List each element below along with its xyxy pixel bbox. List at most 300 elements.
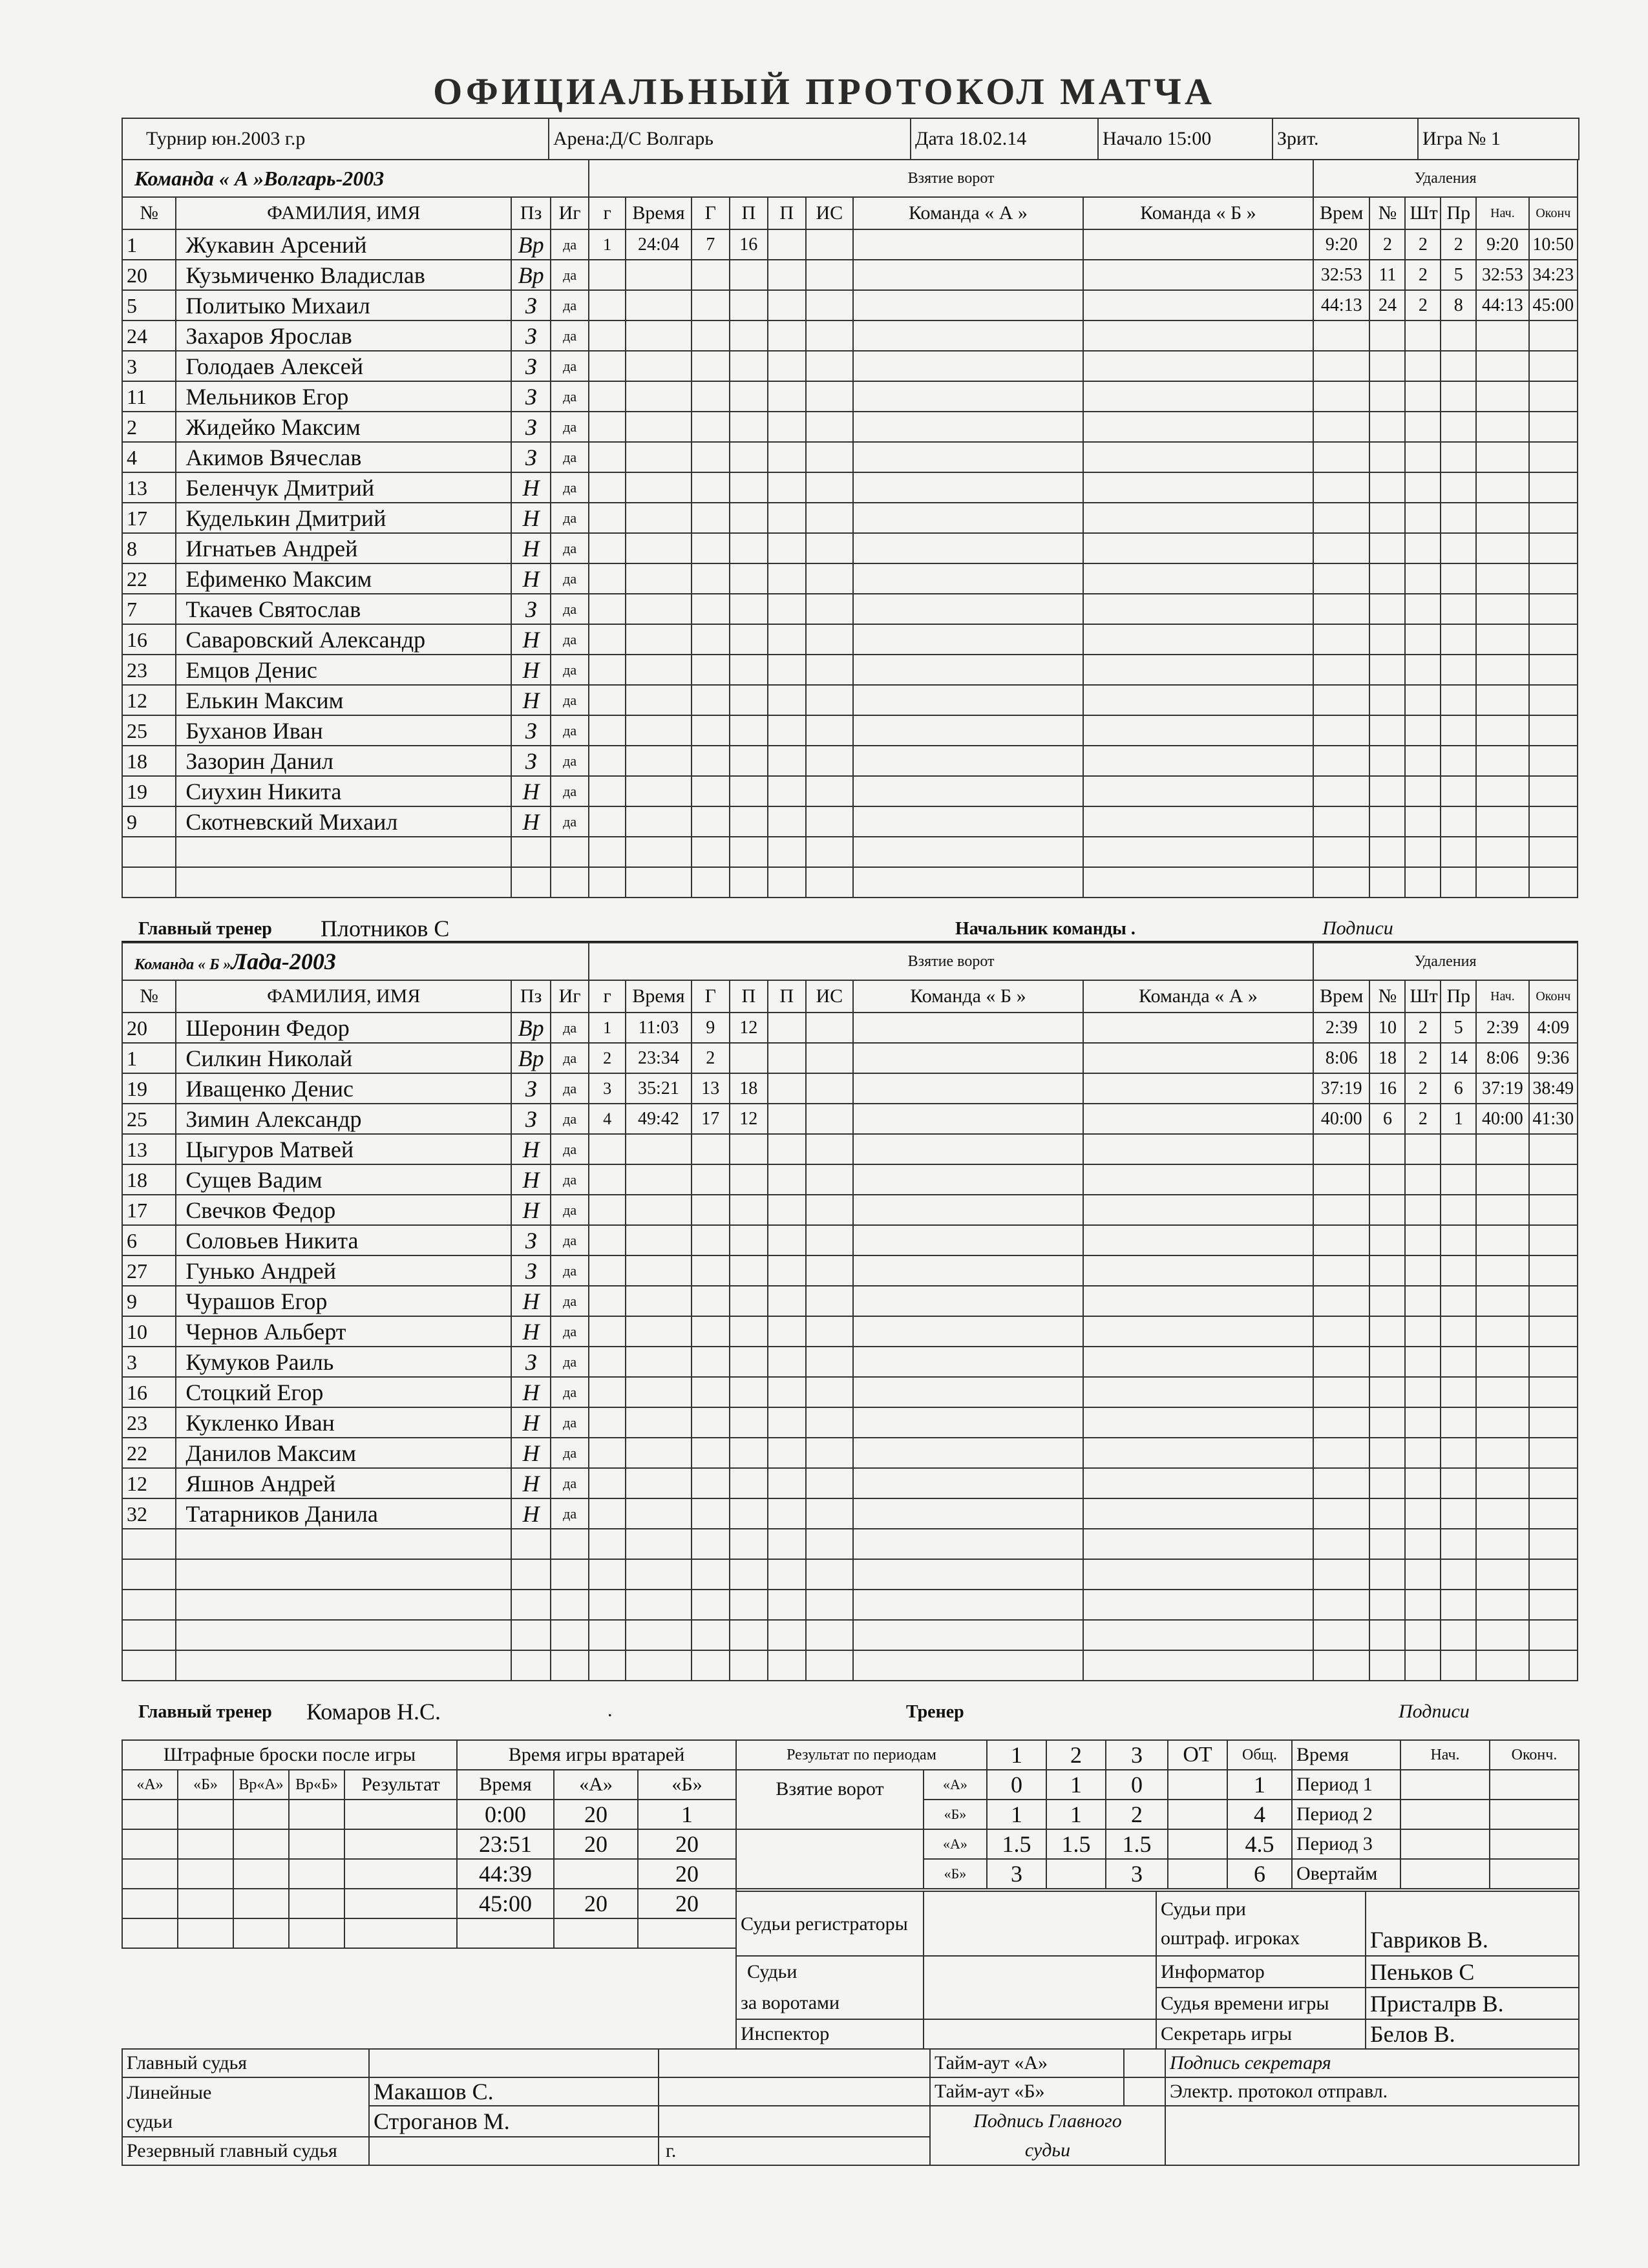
player-name xyxy=(176,1650,511,1681)
goal-assist-2 xyxy=(768,867,806,898)
period-total: 4.5 xyxy=(1227,1829,1292,1859)
penalty-minutes xyxy=(1405,776,1441,806)
team-b-coach: Комаров Н.С. xyxy=(306,1699,441,1725)
period-team: «Б» xyxy=(924,1800,987,1829)
penalty-time xyxy=(1313,1164,1369,1195)
player-number: 1 xyxy=(122,229,176,260)
player-played xyxy=(551,837,589,867)
penalty-minutes xyxy=(1405,806,1441,837)
penalty-number xyxy=(1369,1195,1405,1225)
goal-assist-1 xyxy=(730,1164,768,1195)
player-position: З xyxy=(511,381,551,412)
shootout-cell xyxy=(233,1829,289,1859)
team-own-cell xyxy=(853,472,1083,503)
period-row xyxy=(736,1829,1292,1859)
penalty-start xyxy=(1476,655,1528,685)
goal-index xyxy=(589,1498,626,1529)
penalty-minutes xyxy=(1405,320,1441,351)
player-number: 11 xyxy=(122,381,176,412)
goal-is xyxy=(806,1377,853,1407)
player-number: 6 xyxy=(122,1225,176,1255)
col-pos: Пз xyxy=(511,980,551,1013)
registrar-judges: Судьи регистраторы xyxy=(736,1891,924,1956)
player-number xyxy=(122,1590,176,1620)
period-1: 1 xyxy=(987,1800,1046,1829)
goal-assist-2 xyxy=(768,806,806,837)
penalty-minutes: 2 xyxy=(1405,1013,1441,1043)
col-name: ФАМИЛИЯ, ИМЯ xyxy=(176,980,511,1013)
penalty-reason xyxy=(1441,685,1476,715)
period-start xyxy=(1400,1829,1490,1859)
penalty-start xyxy=(1476,685,1528,715)
shootout-cell xyxy=(233,1800,289,1829)
col-assist-1: П xyxy=(730,197,768,229)
goal-is xyxy=(806,320,853,351)
penalty-minutes xyxy=(1405,1559,1441,1590)
goal-assist-2 xyxy=(768,442,806,472)
player-row xyxy=(122,1468,1578,1498)
goal-assist-1 xyxy=(730,1650,768,1681)
goal-is xyxy=(806,1164,853,1195)
timekeeper-label: Судья времени игры xyxy=(1156,1988,1366,2019)
goal-assist-2 xyxy=(768,260,806,290)
player-row xyxy=(122,1043,1578,1073)
goal-index xyxy=(589,381,626,412)
goal-time xyxy=(626,290,692,320)
goal-assist-1 xyxy=(730,260,768,290)
penalty-start xyxy=(1476,837,1528,867)
penalty-start xyxy=(1476,1195,1528,1225)
goal-time xyxy=(626,1164,692,1195)
player-name: Скотневский Михаил xyxy=(176,806,511,837)
team-opp-cell xyxy=(1083,1255,1313,1286)
line-ref-1: Макашов С. xyxy=(369,2077,659,2106)
penalty-reason: 5 xyxy=(1441,1013,1476,1043)
penalty-number xyxy=(1369,1620,1405,1650)
goal-scorer xyxy=(692,1498,730,1529)
penalty-time xyxy=(1313,1407,1369,1438)
col-pen-min: Шт xyxy=(1405,197,1441,229)
penalty-minutes xyxy=(1405,624,1441,655)
goal-index xyxy=(589,655,626,685)
penalty-reason xyxy=(1441,320,1476,351)
goal-index xyxy=(589,1347,626,1377)
player-position: Н xyxy=(511,624,551,655)
penalty-start xyxy=(1476,1498,1528,1529)
goal-is xyxy=(806,1104,853,1134)
goal-assist-1 xyxy=(730,1620,768,1650)
penalty-start xyxy=(1476,1286,1528,1316)
penalty-end xyxy=(1529,351,1578,381)
goal-index xyxy=(589,1438,626,1468)
penalty-end: 10:50 xyxy=(1529,229,1578,260)
head-ref-signature-1: Подпись Главного xyxy=(973,2110,1122,2132)
penalty-end: 45:00 xyxy=(1529,290,1578,320)
player-row xyxy=(122,472,1578,503)
col-pen-end: Оконч xyxy=(1529,197,1578,229)
goal-time xyxy=(626,746,692,776)
goal-time xyxy=(626,1498,692,1529)
col-pen-reason: Пр xyxy=(1441,980,1476,1013)
gk-b: 20 xyxy=(638,1859,736,1889)
goal-index: 2 xyxy=(589,1043,626,1073)
penalty-number xyxy=(1369,1347,1405,1377)
team-own-cell xyxy=(853,655,1083,685)
penalty-number xyxy=(1369,1407,1405,1438)
goal-assist-1: 12 xyxy=(730,1013,768,1043)
col-team-own: Команда « Б » xyxy=(853,980,1083,1013)
penalty-time xyxy=(1313,472,1369,503)
goal-scorer xyxy=(692,1225,730,1255)
team-opp-cell xyxy=(1083,776,1313,806)
penalty-number: 10 xyxy=(1369,1013,1405,1043)
goal-assist-2 xyxy=(768,1225,806,1255)
player-position xyxy=(511,1650,551,1681)
penalty-reason xyxy=(1441,867,1476,898)
goal-assist-2 xyxy=(768,746,806,776)
goal-assist-1 xyxy=(730,1407,768,1438)
team-opp-cell xyxy=(1083,1559,1313,1590)
penalty-time: 40:00 xyxy=(1313,1104,1369,1134)
team-own-cell xyxy=(853,1286,1083,1316)
goal-index xyxy=(589,806,626,837)
penalty-time xyxy=(1313,655,1369,685)
gk-time xyxy=(457,1918,554,1948)
period-ot xyxy=(1168,1770,1227,1800)
goal-scorer xyxy=(692,1407,730,1438)
penalty-reason xyxy=(1441,1164,1476,1195)
goal-scorer xyxy=(692,1316,730,1347)
team-own-cell xyxy=(853,1529,1083,1559)
goal-is xyxy=(806,1043,853,1073)
goal-assist-1 xyxy=(730,1255,768,1286)
penalty-number xyxy=(1369,351,1405,381)
penalty-start xyxy=(1476,746,1528,776)
penalty-time xyxy=(1313,624,1369,655)
player-position: З xyxy=(511,412,551,442)
period-3: 3 xyxy=(1106,1859,1168,1889)
penalty-end xyxy=(1529,1438,1578,1468)
penalty-time: 9:20 xyxy=(1313,229,1369,260)
team-opp-cell xyxy=(1083,715,1313,746)
penalty-reason xyxy=(1441,594,1476,624)
player-position: Н xyxy=(511,1286,551,1316)
player-number xyxy=(122,837,176,867)
penalty-time xyxy=(1313,685,1369,715)
player-number: 18 xyxy=(122,746,176,776)
penalty-reason xyxy=(1441,1255,1476,1286)
penalty-minutes xyxy=(1405,1195,1441,1225)
player-name: Саваровский Александр xyxy=(176,624,511,655)
player-played: да xyxy=(551,685,589,715)
period-2: 1 xyxy=(1046,1800,1106,1829)
penalty-minutes xyxy=(1405,563,1441,594)
player-row xyxy=(122,1164,1578,1195)
goal-is xyxy=(806,290,853,320)
period-end xyxy=(1490,1800,1579,1829)
penalty-minutes xyxy=(1405,1468,1441,1498)
player-number: 8 xyxy=(122,533,176,563)
shootout-cell xyxy=(178,1889,233,1918)
goal-scorer xyxy=(692,320,730,351)
penalty-end xyxy=(1529,1225,1578,1255)
player-row xyxy=(122,503,1578,533)
player-name: Жидейко Максим xyxy=(176,412,511,442)
player-played: да xyxy=(551,1195,589,1225)
penalty-reason xyxy=(1441,1225,1476,1255)
game-number: Игра № 1 xyxy=(1418,118,1579,160)
period-times-table xyxy=(1291,1739,1579,1889)
penalty-minutes xyxy=(1405,1438,1441,1468)
goal-is xyxy=(806,260,853,290)
team-b-dot: . xyxy=(607,1699,613,1721)
goal-scorer xyxy=(692,1134,730,1164)
goal-is xyxy=(806,1529,853,1559)
goal-scorer xyxy=(692,442,730,472)
goal-assist-2 xyxy=(768,381,806,412)
goal-scorer xyxy=(692,655,730,685)
player-row xyxy=(122,1650,1578,1681)
secretary-signature: Подпись секретаря xyxy=(1165,2049,1579,2077)
goal-is xyxy=(806,806,853,837)
player-row xyxy=(122,1620,1578,1650)
penalty-reason xyxy=(1441,1316,1476,1347)
goal-index xyxy=(589,1529,626,1559)
col-is: ИС xyxy=(806,197,853,229)
penalty-minutes xyxy=(1405,746,1441,776)
goal-is xyxy=(806,1438,853,1468)
reserve-ref-label: Резервный главный судья xyxy=(122,2137,369,2165)
col-assist-2: П xyxy=(768,197,806,229)
shootout-cell xyxy=(289,1800,344,1829)
period-col-2: 2 xyxy=(1046,1740,1106,1770)
team-opp-cell xyxy=(1083,1498,1313,1529)
player-position: З xyxy=(511,1347,551,1377)
player-row xyxy=(122,260,1578,290)
team-own-cell xyxy=(853,1043,1083,1073)
goal-scorer xyxy=(692,260,730,290)
player-position: Н xyxy=(511,1498,551,1529)
team-a-coach-label: Главный тренер xyxy=(138,919,272,939)
goal-index xyxy=(589,472,626,503)
player-number xyxy=(122,1559,176,1590)
player-played: да xyxy=(551,1104,589,1134)
penalty-reason xyxy=(1441,715,1476,746)
player-name: Татарников Данила xyxy=(176,1498,511,1529)
goal-assist-1 xyxy=(730,685,768,715)
period-1: 0 xyxy=(987,1770,1046,1800)
goal-index xyxy=(589,1407,626,1438)
goal-assist-1: 16 xyxy=(730,229,768,260)
penalty-time xyxy=(1313,381,1369,412)
penalty-minutes xyxy=(1405,594,1441,624)
goal-assist-1 xyxy=(730,351,768,381)
player-name xyxy=(176,1529,511,1559)
gk-time: 44:39 xyxy=(457,1859,554,1889)
col-time: Время xyxy=(626,197,692,229)
team-own-cell xyxy=(853,1073,1083,1104)
goal-time xyxy=(626,1286,692,1316)
period-col-ot: ОТ xyxy=(1168,1740,1227,1770)
goal-scorer xyxy=(692,503,730,533)
goal-scorer xyxy=(692,1559,730,1590)
team-b-signatures: Подписи xyxy=(1399,1701,1470,1722)
player-name: Сущев Вадим xyxy=(176,1164,511,1195)
shootout-cell xyxy=(289,1829,344,1859)
gk-a: 20 xyxy=(554,1889,638,1918)
penalty-reason xyxy=(1441,1347,1476,1377)
goal-assist-2 xyxy=(768,1407,806,1438)
penalty-number xyxy=(1369,806,1405,837)
team-own-cell xyxy=(853,260,1083,290)
penalty-minutes xyxy=(1405,1529,1441,1559)
goal-scorer xyxy=(692,624,730,655)
player-number: 13 xyxy=(122,472,176,503)
player-row xyxy=(122,1407,1578,1438)
penalty-reason xyxy=(1441,1195,1476,1225)
gk-col-time: Время xyxy=(457,1770,554,1800)
goal-assist-2 xyxy=(768,351,806,381)
player-position: З xyxy=(511,594,551,624)
player-played xyxy=(551,1650,589,1681)
penalty-reason xyxy=(1441,1286,1476,1316)
col-g: г xyxy=(589,197,626,229)
penalty-start xyxy=(1476,1438,1528,1468)
penalty-time xyxy=(1313,1255,1369,1286)
penalty-judges-name: Гавриков В. xyxy=(1366,1891,1579,1956)
goal-time xyxy=(626,1347,692,1377)
player-number: 24 xyxy=(122,320,176,351)
period-total: 1 xyxy=(1227,1770,1292,1800)
shootout-col-gk-b: Вр«Б» xyxy=(289,1770,344,1800)
player-name: Чернов Альберт xyxy=(176,1316,511,1347)
goal-assist-1 xyxy=(730,533,768,563)
period-3: 0 xyxy=(1106,1770,1168,1800)
team-own-cell xyxy=(853,1316,1083,1347)
period-end xyxy=(1490,1829,1579,1859)
goal-index xyxy=(589,320,626,351)
goal-time xyxy=(626,351,692,381)
goal-is xyxy=(806,563,853,594)
penalty-minutes xyxy=(1405,533,1441,563)
penalty-start: 2:39 xyxy=(1476,1013,1528,1043)
shootout-cell xyxy=(289,1889,344,1918)
player-name: Данилов Максим xyxy=(176,1438,511,1468)
col-assist-1: П xyxy=(730,980,768,1013)
player-row xyxy=(122,594,1578,624)
team-opp-cell xyxy=(1083,503,1313,533)
team-b-trainer-label: Тренер xyxy=(906,1702,964,1722)
player-position: З xyxy=(511,320,551,351)
player-name: Цыгуров Матвей xyxy=(176,1134,511,1164)
goal-index xyxy=(589,412,626,442)
goal-assist-1 xyxy=(730,1529,768,1559)
player-row xyxy=(122,1286,1578,1316)
player-played: да xyxy=(551,533,589,563)
goal-index xyxy=(589,260,626,290)
penalty-start xyxy=(1476,1225,1528,1255)
player-position: Н xyxy=(511,563,551,594)
player-played: да xyxy=(551,290,589,320)
goal-scorer xyxy=(692,1255,730,1286)
goal-index xyxy=(589,442,626,472)
penalty-minutes xyxy=(1405,412,1441,442)
penalty-end xyxy=(1529,685,1578,715)
penalty-minutes xyxy=(1405,1134,1441,1164)
penalty-time xyxy=(1313,806,1369,837)
penalty-minutes xyxy=(1405,503,1441,533)
team-opp-cell xyxy=(1083,837,1313,867)
player-name xyxy=(176,1590,511,1620)
goal-assist-2 xyxy=(768,1195,806,1225)
penalty-time xyxy=(1313,867,1369,898)
goal-assist-1 xyxy=(730,442,768,472)
goal-time xyxy=(626,594,692,624)
player-number: 4 xyxy=(122,442,176,472)
col-name: ФАМИЛИЯ, ИМЯ xyxy=(176,197,511,229)
goal-time xyxy=(626,837,692,867)
shootout-cell xyxy=(344,1859,457,1889)
team-a-goals-title: Взятие ворот xyxy=(589,160,1313,197)
goal-time xyxy=(626,1590,692,1620)
player-row xyxy=(122,412,1578,442)
goal-is xyxy=(806,1195,853,1225)
goal-assist-2 xyxy=(768,1104,806,1134)
player-number: 9 xyxy=(122,806,176,837)
penalty-reason xyxy=(1441,1498,1476,1529)
goal-is xyxy=(806,715,853,746)
player-name xyxy=(176,1559,511,1590)
gk-col-b: «Б» xyxy=(638,1770,736,1800)
gk-row xyxy=(122,1889,736,1918)
goal-assist-1 xyxy=(730,776,768,806)
player-row xyxy=(122,746,1578,776)
gk-row xyxy=(122,1829,736,1859)
player-played: да xyxy=(551,1286,589,1316)
player-number: 2 xyxy=(122,412,176,442)
penalty-start xyxy=(1476,533,1528,563)
player-number: 23 xyxy=(122,1407,176,1438)
goal-assist-2 xyxy=(768,1377,806,1407)
team-own-cell xyxy=(853,442,1083,472)
col-num: № xyxy=(122,197,176,229)
goal-time xyxy=(626,867,692,898)
penalty-minutes: 2 xyxy=(1405,1104,1441,1134)
timeout-b: Тайм-аут «Б» xyxy=(930,2077,1124,2106)
penalty-reason xyxy=(1441,533,1476,563)
goal-assist-2 xyxy=(768,1013,806,1043)
shootout-cell xyxy=(289,1918,344,1948)
goal-is xyxy=(806,1590,853,1620)
col-is: ИС xyxy=(806,980,853,1013)
goal-time: 35:21 xyxy=(626,1073,692,1104)
goal-scorer: 7 xyxy=(692,229,730,260)
team-opp-cell xyxy=(1083,442,1313,472)
player-played: да xyxy=(551,229,589,260)
penalty-number xyxy=(1369,715,1405,746)
player-row xyxy=(122,655,1578,685)
player-number: 32 xyxy=(122,1498,176,1529)
team-opp-cell xyxy=(1083,1438,1313,1468)
goal-is xyxy=(806,503,853,533)
player-name: Свечков Федор xyxy=(176,1195,511,1225)
penalty-number xyxy=(1369,655,1405,685)
penalty-reason: 6 xyxy=(1441,1073,1476,1104)
player-played: да xyxy=(551,1377,589,1407)
team-opp-cell xyxy=(1083,1468,1313,1498)
goal-time xyxy=(626,1650,692,1681)
penalty-end xyxy=(1529,867,1578,898)
